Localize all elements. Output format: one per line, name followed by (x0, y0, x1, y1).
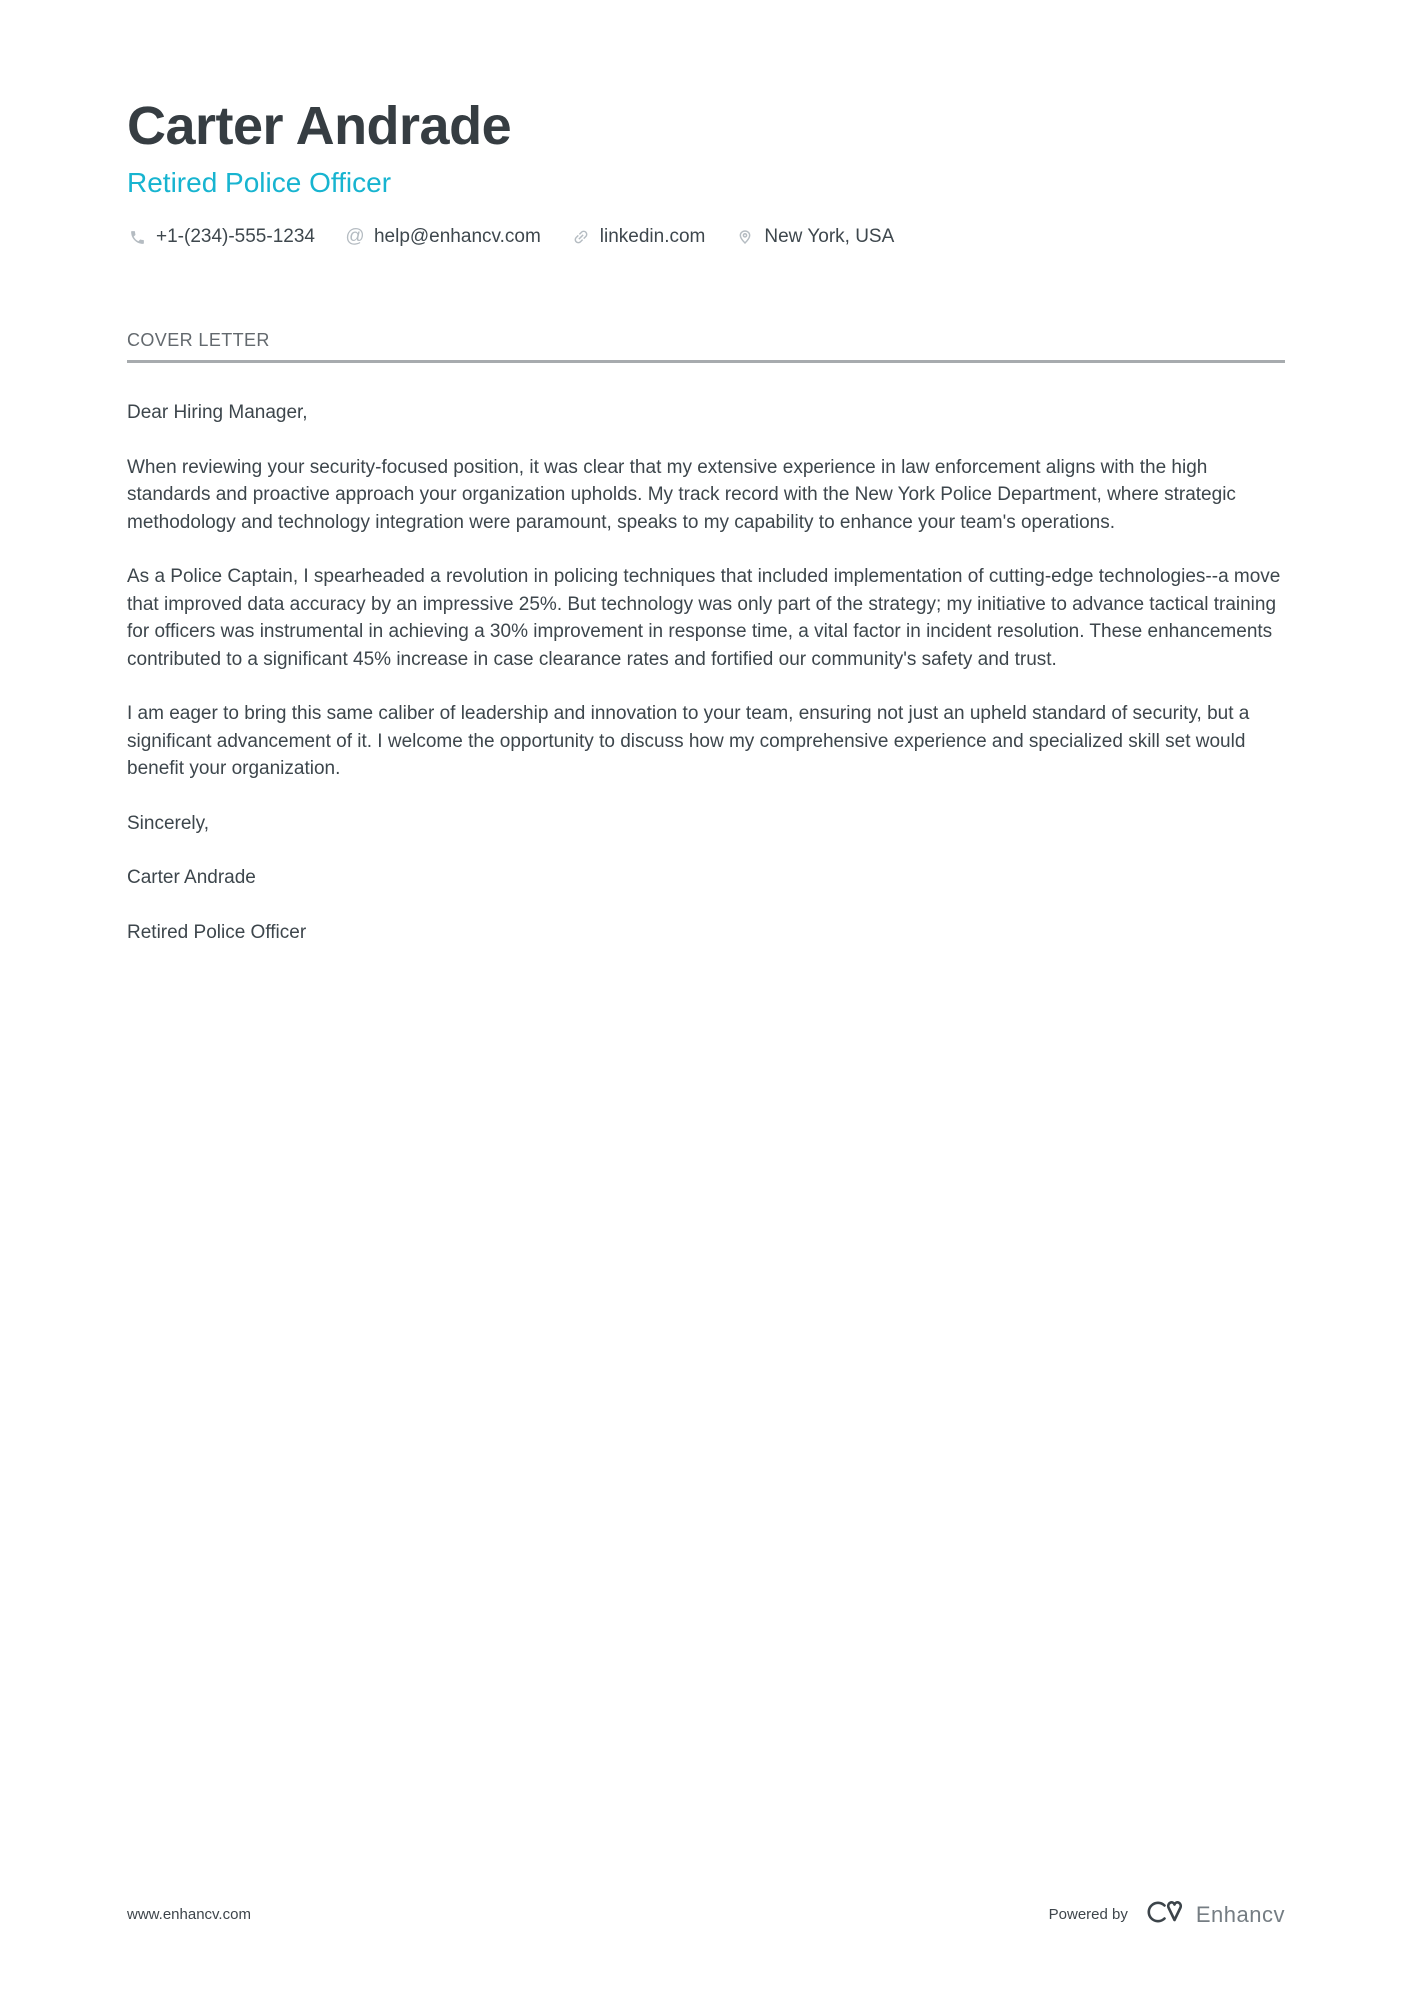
paragraph-3: I am eager to bring this same caliber of leadership and innovation to your team, ensuring not just an upheld standard of security, but a significant advancement of it. I welcome the opportunity to discuss how my comprehensive experience and specialized skill set would benefit your organization. (127, 703, 1250, 780)
paragraph-2: As a Police Captain, I spearheaded a revolution in policing techniques that included implementation of cutting-edge technologies--a move that improved data accuracy by an impressive 25%. But technology was only part of the strategy; my initiative to advance tactical training for officers was instrumental in achieving a 30% improvement in response time, a vital factor in incident resolution. These enhancements contributed to a significant 45% increase in case clearance rates and fortified our community's safety and trust. (127, 566, 1281, 670)
paragraph-1: When reviewing your security-focused position, it was clear that my extensive experience in law enforcement aligns with the high standards and proactive approach your organization upholds. My track record with the New York Police Department, where strategic methodology and technology integration were paramount, speaks to my capability to enhance your team's operations. (127, 456, 1236, 533)
contact-phone (127, 226, 315, 248)
salutation: Dear Hiring Manager, (127, 402, 308, 424)
contact-location (735, 226, 894, 248)
location-text: New York, USA (764, 226, 895, 248)
signature-name: Carter Andrade (127, 867, 256, 889)
footer-branding (1049, 1898, 1285, 1931)
content-column (127, 0, 1285, 946)
signature-title: Retired Police Officer (127, 921, 307, 943)
enhancv-brand-lockup[interactable] (1144, 1898, 1285, 1931)
email-address: help@enhancv.com (373, 226, 541, 248)
section-label: COVER LETTER (127, 330, 270, 351)
closing: Sincerely, (127, 812, 210, 834)
footer-website-link[interactable]: www.enhancv.com (127, 1906, 251, 1923)
contact-linkedin[interactable] (571, 226, 706, 248)
location-icon (735, 227, 755, 247)
person-name: Carter Andrade (127, 96, 512, 156)
letter-body (127, 399, 1285, 946)
job-title: Retired Police Officer (127, 167, 392, 199)
enhancv-wordmark: Enhancv (1195, 1901, 1285, 1927)
link-icon (571, 227, 591, 247)
section-divider (127, 360, 1285, 363)
contact-row (127, 226, 1285, 248)
cover-letter-section (127, 330, 1285, 363)
powered-by-label: Powered by (1048, 1906, 1128, 1923)
footer (127, 1898, 1285, 1931)
phone-number: +1-(234)-555-1234 (156, 226, 315, 248)
enhancv-logo-icon (1144, 1898, 1186, 1931)
contact-email[interactable] (345, 226, 541, 248)
phone-icon (127, 227, 147, 247)
linkedin-url: linkedin.com (599, 226, 706, 248)
at-icon: @ (345, 226, 365, 248)
